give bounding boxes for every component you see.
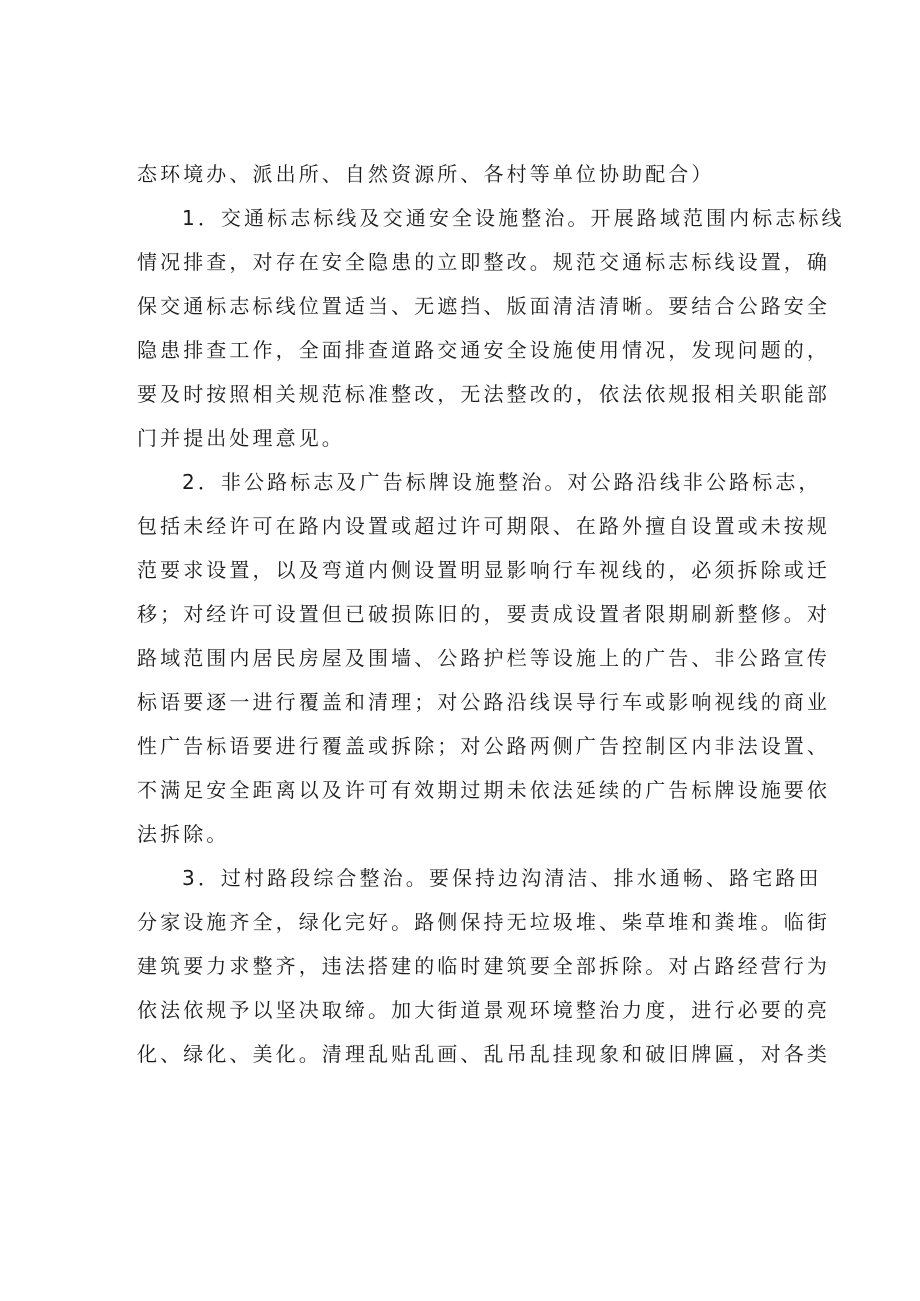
text-line: 化、绿化、美化。清理乱贴乱画、乱吊乱挂现象和破旧牌匾，对各类: [137, 1042, 830, 1066]
text-line: 移；对经许可设置但已破损陈旧的，要责成设置者限期刷新整修。对: [137, 602, 830, 626]
text-line: 依法依规予以坚决取缔。加大街道景观环境整治力度，进行必要的亮: [137, 998, 830, 1022]
paragraph-village-roads: [137, 856, 830, 1076]
text-line: 路域范围内居民房屋及围墙、公路护栏等设施上的广告、非公路宣传: [137, 646, 830, 670]
text-line: 2．非公路标志及广告标牌设施整治。对公路沿线非公路标志，: [182, 470, 822, 494]
text-line: 标语要逐一进行覆盖和清理；对公路沿线误导行车或影响视线的商业: [137, 690, 830, 714]
text-line: 性广告标语要进行覆盖或拆除；对公路两侧广告控制区内非法设置、: [137, 734, 830, 758]
text-line: 范要求设置，以及弯道内侧设置明显影响行车视线的，必须拆除或迁: [137, 558, 830, 582]
text-line: 1．交通标志标线及交通安全设施整治。开展路域范围内标志标线: [182, 206, 845, 230]
text-line: 门并提出处理意见。: [137, 426, 345, 450]
text-line: 建筑要力求整齐，违法搭建的临时建筑要全部拆除。对占路经营行为: [137, 954, 830, 978]
text-line: 保交通标志标线位置适当、无遮挡、版面清洁清晰。要结合公路安全: [137, 294, 830, 318]
document-body: [137, 152, 845, 1076]
text-line: 不满足安全距离以及许可有效期过期未依法延续的广告标牌设施要依: [137, 778, 830, 802]
paragraph-traffic-signs: [137, 196, 845, 460]
text-line: 包括未经许可在路内设置或超过许可期限、在路外擅自设置或未按规: [137, 514, 830, 538]
text-line: 法拆除。: [137, 822, 230, 846]
text-line: 情况排查，对存在安全隐患的立即整改。规范交通标志标线设置，确: [137, 250, 830, 274]
text-line: 要及时按照相关规范标准整改，无法整改的，依法依规报相关职能部: [137, 382, 830, 406]
text-line: 隐患排查工作，全面排查道路交通安全设施使用情况，发现问题的，: [137, 338, 830, 362]
paragraph-billboards: [137, 460, 830, 856]
text-line: 分家设施齐全，绿化完好。路侧保持无垃圾堆、柴草堆和粪堆。临街: [137, 910, 830, 934]
text-line: 态环境办、派出所、自然资源所、各村等单位协助配合）: [137, 162, 715, 186]
paragraph-continuation: [137, 152, 787, 196]
text-line: 3．过村路段综合整治。要保持边沟清洁、排水通畅、路宅路田: [182, 866, 822, 890]
